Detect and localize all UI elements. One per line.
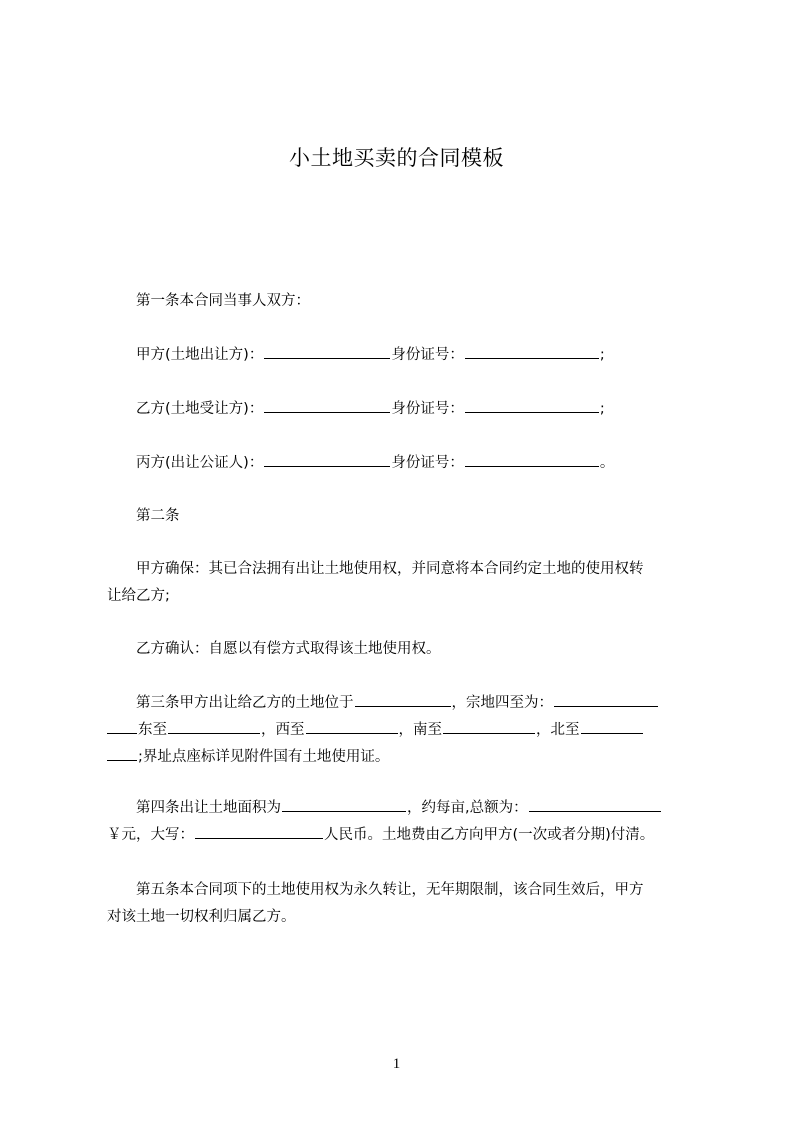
article-2-party-b-text: 乙方确认：自愿以有偿方式取得该土地使用权。 (136, 641, 441, 657)
party-b-line (107, 396, 730, 423)
party-a-id-blank (465, 343, 599, 359)
party-b-name-blank (264, 397, 390, 413)
party-c-end: 。 (599, 455, 615, 471)
article-2-heading (107, 503, 730, 530)
west-blank (306, 718, 398, 734)
north-blank-cont (107, 745, 137, 761)
article-2-party-a-line-2: 让给乙方; (107, 588, 170, 604)
party-c-line (107, 450, 730, 477)
east-blank (168, 718, 260, 734)
page-title: 小土地买卖的合同模板 (289, 146, 504, 170)
party-b-id-label: 身份证号： (391, 401, 464, 417)
south-label: ，南至 (398, 722, 442, 738)
party-c-id-label: 身份证号： (391, 455, 464, 471)
east-label: 东至 (138, 722, 167, 738)
west-label: ，西至 (261, 722, 305, 738)
article-4-intro: 第四条出让土地面积为 (136, 800, 281, 816)
article-3-line-2 (107, 717, 701, 744)
article-4-line-1 (107, 795, 701, 822)
article-4-per-mu: ，约每亩,总额为： (407, 800, 528, 816)
article-3-boundary-intro: ，宗地四至为： (451, 695, 553, 711)
land-area-blank (282, 796, 406, 812)
article-1-heading (107, 288, 730, 315)
article-3-tail: ;界址点座标详见附件国有土地使用证。 (138, 749, 390, 765)
article-1-heading-text: 第一条本合同当事人双方： (136, 293, 310, 309)
party-c-name-blank (264, 451, 390, 467)
party-a-line (107, 342, 730, 369)
article-2-heading-text: 第二条 (136, 508, 180, 524)
article-5-line-2: 对该土地一切权利归属乙方。 (107, 909, 296, 925)
south-blank (443, 718, 535, 734)
party-a-name-blank (264, 343, 390, 359)
article-5-line-1: 第五条本合同项下的土地使用权为永久转让，无年期限制，该合同生效后，甲方 (136, 882, 644, 898)
land-location-blank (355, 691, 451, 707)
article-2-party-a-paragraph (107, 556, 701, 610)
article-3-line-1 (107, 690, 701, 717)
article-4-yuan: ￥元，大写： (107, 827, 194, 843)
party-c-label: 丙方(出让公证人)： (136, 455, 264, 471)
party-a-label: 甲方(土地出让方)： (136, 347, 264, 363)
party-b-end: ; (599, 401, 605, 417)
article-3-paragraph (107, 690, 701, 771)
total-amount-blank (529, 796, 661, 812)
article-2-party-a-line-1: 甲方确保：其已合法拥有出让土地使用权，并同意将本合同约定土地的使用权转 (136, 561, 644, 577)
north-label: ，北至 (536, 722, 580, 738)
boundary-blank-cont (107, 718, 137, 734)
party-a-id-label: 身份证号： (391, 347, 464, 363)
article-3-intro: 第三条甲方出让给乙方的土地位于 (136, 695, 354, 711)
article-2-party-b-paragraph (107, 636, 730, 663)
article-4-paragraph (107, 795, 701, 849)
article-4-line-2 (107, 822, 701, 849)
boundary-blank-start (554, 691, 658, 707)
party-b-id-blank (465, 397, 599, 413)
article-3-line-3 (107, 744, 701, 771)
party-a-end: ; (599, 347, 605, 363)
page-number: 1 (392, 1056, 401, 1072)
amount-in-words-blank (195, 823, 323, 839)
north-blank (581, 718, 643, 734)
article-4-tail: 人民币。土地费由乙方向甲方(一次或者分期)付清。 (324, 827, 655, 843)
party-c-id-blank (465, 451, 599, 467)
article-5-paragraph (107, 877, 701, 931)
party-b-label: 乙方(土地受让方)： (136, 401, 264, 417)
